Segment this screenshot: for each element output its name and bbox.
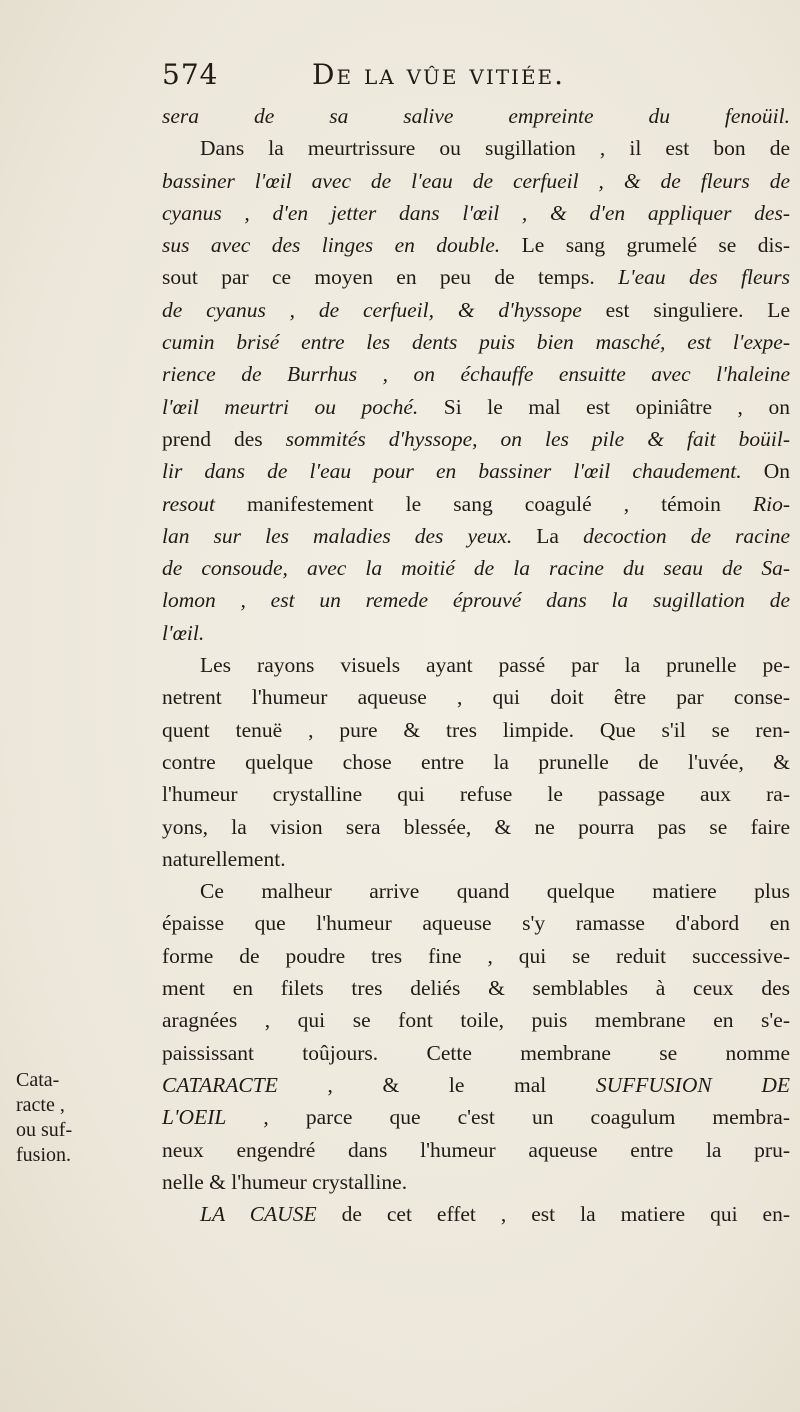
italic-text: CATARACTE [162,1072,278,1097]
roman-text: contre quelque chose entre la prunelle de l'uvée, & [162,749,790,774]
roman-text: forme de poudre tres fine , qui se reduit successive- [162,943,790,968]
margin-note-line: racte , [16,1094,65,1116]
roman-text: sout par ce moyen en peu de temps. [162,265,619,290]
italic-text: Rio- [752,491,790,516]
italic-text: l'œil meurtri ou poché. [162,394,419,419]
roman-text: est singuliere. Le [581,297,790,322]
italic-text: decoction de racine [583,523,790,548]
italic-text: rience de Burrhus , on échauffe ensuitte avec l'haleine [162,362,790,387]
italic-text: cumin brisé entre les dents puis bien masché, est l'expe- [162,330,790,355]
text-line [162,875,790,907]
text-line [162,714,790,746]
body-text [162,100,790,1230]
text-line [162,423,790,455]
text-line [162,229,790,261]
italic-text: L'OEIL [162,1105,227,1130]
text-line [162,584,790,616]
roman-text: , & le mal [277,1072,596,1097]
italic-text: de cyanus , de cerfueil, & d'hyssope [162,297,582,322]
text-line [162,681,790,713]
text-line [162,261,790,293]
roman-text: paississant toûjours. Cette membrane se nomme [162,1040,790,1065]
margin-note [16,1068,146,1168]
text-line [162,617,790,649]
page-header [162,58,642,98]
text-line [162,1166,790,1198]
roman-text: l'humeur crystalline qui refuse le passage aux ra- [162,782,790,807]
text-line [162,488,790,520]
text-line [162,1069,790,1101]
text-line [162,843,790,875]
roman-text: , parce que c'est un coagulum membra- [226,1105,790,1130]
italic-text: SUFFUSION DE [595,1072,790,1097]
italic-text: sommités d'hyssope, on les pile & fait boüil- [285,426,790,451]
text-line [162,649,790,681]
italic-text: lan sur les maladies des yeux. [162,523,513,548]
text-line [162,1101,790,1133]
text-line [162,811,790,843]
text-line [162,907,790,939]
roman-text: manifestement le sang coagulé , témoin [214,491,753,516]
italic-text: bassiner l'œil avec de l'eau de cerfueil , & de fleurs de [162,168,790,193]
roman-text: On [741,459,790,484]
roman-text: épaisse que l'humeur aqueuse s'y ramasse d'abord en [162,911,790,936]
text-line [162,197,790,229]
text-line [162,1134,790,1166]
italic-text: resout [162,491,215,516]
text-line [162,165,790,197]
roman-text: netrent l'humeur aqueuse , qui doit être par conse- [162,685,790,710]
italic-text: lir dans de l'eau pour en bassiner l'œil chaudement. [162,459,742,484]
italic-text: sus avec des linges en double. [162,233,501,258]
text-line [162,552,790,584]
roman-text: naturellement. [162,846,286,871]
italic-text: lomon , est un remede éprouvé dans la sugillation de [162,588,790,613]
roman-text: prend des [162,426,286,451]
page-number: 574 [162,58,219,91]
margin-note-line: fusion. [16,1144,71,1166]
running-title: De la vûe vitiée. [312,58,566,91]
roman-text: Le sang grumelé se dis- [500,233,790,258]
text-line [162,455,790,487]
roman-text: Ce malheur arrive quand quelque matiere plus [200,879,790,904]
text-line [162,100,790,132]
text-line [162,520,790,552]
roman-text: de cet effet , est la matiere qui en- [316,1202,790,1227]
italic-text: de consoude, avec la moitié de la racine du seau de Sa- [162,556,790,581]
italic-text: sera de sa salive empreinte du fenoüil. [162,104,790,128]
text-line [162,132,790,164]
text-line [162,391,790,423]
roman-text: nelle & l'humeur crystalline. [162,1169,408,1194]
text-line [162,294,790,326]
text-line [162,358,790,390]
text-line [162,778,790,810]
roman-text: yons, la vision sera blessée, & ne pourra pas se faire [162,814,790,839]
roman-text: Les rayons visuels ayant passé par la prunelle pe- [200,653,790,678]
italic-text: cyanus , d'en jetter dans l'œil , & d'en appliquer des- [162,200,790,225]
text-line [162,972,790,1004]
italic-text: L'eau des fleurs [618,265,790,290]
roman-text: Dans la meurtrissure ou sugillation , il est bon de [200,136,790,161]
text-line [162,940,790,972]
text-line [162,1004,790,1036]
roman-text: ment en filets tres deliés & semblables à ceux des [162,976,790,1001]
margin-note-line: Cata- [16,1069,60,1091]
text-line [162,1037,790,1069]
text-line [162,746,790,778]
text-line [162,1198,790,1230]
roman-text: La [512,523,584,548]
roman-text: neux engendré dans l'humeur aqueuse entre la pru- [162,1137,790,1162]
roman-text: quent tenuë , pure & tres limpide. Que s'il se ren- [162,717,790,742]
italic-text: l'œil. [162,620,205,645]
roman-text: Si le mal est opiniâtre , on [418,394,790,419]
italic-text: LA CAUSE [200,1202,317,1227]
text-line [162,326,790,358]
roman-text: aragnées , qui se font toile, puis membrane en s'e- [162,1008,790,1033]
margin-note-line: ou suf- [16,1119,73,1141]
